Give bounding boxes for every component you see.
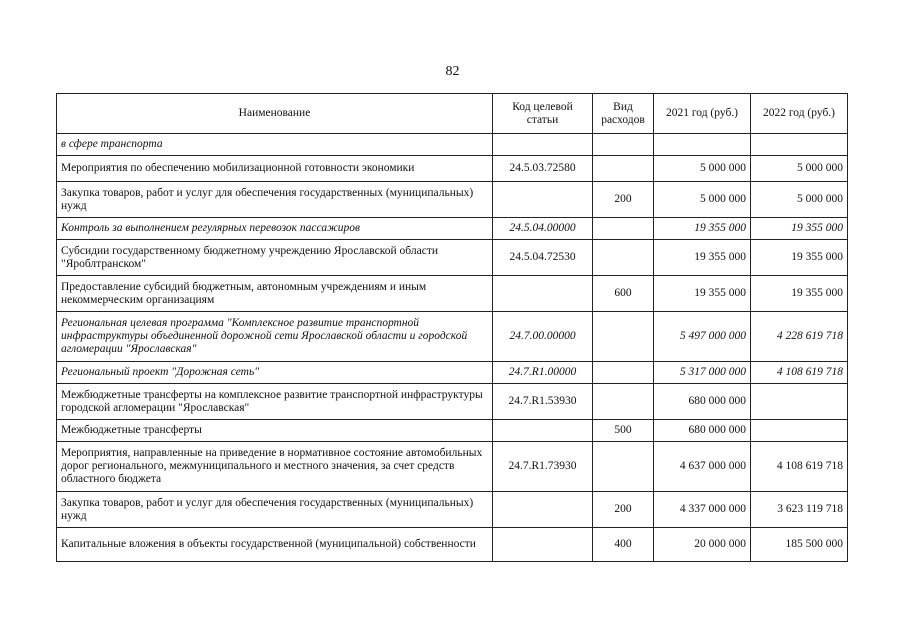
table-row xyxy=(57,492,848,528)
row-2022: 19 355 000 xyxy=(751,218,848,240)
row-code: 24.7.00.00000 xyxy=(493,312,593,362)
row-2021 xyxy=(654,134,751,156)
header-2022: 2022 год (руб.) xyxy=(751,94,848,134)
row-code: 24.5.03.72580 xyxy=(493,156,593,182)
row-code xyxy=(493,420,593,442)
row-name: Межбюджетные трансферты на комплексное развитие транспортной инфраструктуры городской агломерации "Ярославская" xyxy=(57,384,493,420)
table-row xyxy=(57,218,848,240)
page-number: 82 xyxy=(445,64,460,79)
row-name: в сфере транспорта xyxy=(57,134,493,156)
row-2022: 4 228 619 718 xyxy=(751,312,848,362)
row-2021: 680 000 000 xyxy=(654,384,751,420)
row-2021: 19 355 000 xyxy=(654,240,751,276)
row-code xyxy=(493,276,593,312)
table-row xyxy=(57,134,848,156)
header-type: Вид расходов xyxy=(593,94,654,134)
row-type xyxy=(593,156,654,182)
table-header-row xyxy=(57,94,848,134)
row-name: Предоставление субсидий бюджетным, автономным учреждениям и иным некоммерческим организациям xyxy=(57,276,493,312)
table-row xyxy=(57,182,848,218)
row-2022: 4 108 619 718 xyxy=(751,442,848,492)
row-name: Субсидии государственному бюджетному учреждению Ярославской области "Яроблтранском" xyxy=(57,240,493,276)
row-code: 24.7.R1.53930 xyxy=(493,384,593,420)
table-row xyxy=(57,240,848,276)
row-name: Мероприятия по обеспечению мобилизационной готовности экономики xyxy=(57,156,493,182)
row-2021: 5 000 000 xyxy=(654,156,751,182)
row-2021: 5 000 000 xyxy=(654,182,751,218)
row-2022 xyxy=(751,134,848,156)
row-name: Капитальные вложения в объекты государственной (муниципальной) собственности xyxy=(57,528,493,562)
row-2022: 19 355 000 xyxy=(751,240,848,276)
row-type: 400 xyxy=(593,528,654,562)
row-2022: 19 355 000 xyxy=(751,276,848,312)
row-2022 xyxy=(751,420,848,442)
header-name: Наименование xyxy=(57,94,493,134)
row-code xyxy=(493,182,593,218)
row-type xyxy=(593,384,654,420)
row-name: Межбюджетные трансферты xyxy=(57,420,493,442)
row-2021: 4 337 000 000 xyxy=(654,492,751,528)
row-name: Закупка товаров, работ и услуг для обеспечения государственных (муниципальных) нужд xyxy=(57,492,493,528)
header-code: Код целевой статьи xyxy=(493,94,593,134)
row-2022: 5 000 000 xyxy=(751,156,848,182)
row-2021: 5 317 000 000 xyxy=(654,362,751,384)
row-2021: 680 000 000 xyxy=(654,420,751,442)
row-code xyxy=(493,528,593,562)
row-name: Региональный проект "Дорожная сеть" xyxy=(57,362,493,384)
row-2021: 19 355 000 xyxy=(654,218,751,240)
row-code: 24.5.04.72530 xyxy=(493,240,593,276)
table-row xyxy=(57,156,848,182)
row-code: 24.7.R1.00000 xyxy=(493,362,593,384)
row-2021: 19 355 000 xyxy=(654,276,751,312)
table-body xyxy=(57,134,848,562)
row-code xyxy=(493,492,593,528)
row-name: Мероприятия, направленные на приведение в нормативное состояние автомобильных дорог регионального, межмуниципального и местного значения, за счет средств областного бюджета xyxy=(57,442,493,492)
row-code xyxy=(493,134,593,156)
row-code: 24.7.R1.73930 xyxy=(493,442,593,492)
row-type xyxy=(593,134,654,156)
table-row xyxy=(57,362,848,384)
row-type: 600 xyxy=(593,276,654,312)
row-type xyxy=(593,362,654,384)
row-2022: 5 000 000 xyxy=(751,182,848,218)
row-type xyxy=(593,312,654,362)
row-2021: 5 497 000 000 xyxy=(654,312,751,362)
table-row xyxy=(57,312,848,362)
row-type: 500 xyxy=(593,420,654,442)
row-2021: 4 637 000 000 xyxy=(654,442,751,492)
table-row xyxy=(57,420,848,442)
row-type xyxy=(593,218,654,240)
row-2022: 3 623 119 718 xyxy=(751,492,848,528)
table-row xyxy=(57,442,848,492)
row-type: 200 xyxy=(593,492,654,528)
row-type xyxy=(593,240,654,276)
row-2022: 4 108 619 718 xyxy=(751,362,848,384)
row-name: Региональная целевая программа "Комплексное развитие транспортной инфраструктуры объединенной дорожной сети Ярославской области и городской агломерации "Ярославская" xyxy=(57,312,493,362)
row-name: Контроль за выполнением регулярных перевозок пассажиров xyxy=(57,218,493,240)
row-code: 24.5.04.00000 xyxy=(493,218,593,240)
budget-table xyxy=(56,93,848,562)
row-type xyxy=(593,442,654,492)
row-2022: 185 500 000 xyxy=(751,528,848,562)
row-name: Закупка товаров, работ и услуг для обеспечения государственных (муниципальных) нужд xyxy=(57,182,493,218)
table-row xyxy=(57,276,848,312)
table-row xyxy=(57,528,848,562)
row-2022 xyxy=(751,384,848,420)
table-row xyxy=(57,384,848,420)
header-2021: 2021 год (руб.) xyxy=(654,94,751,134)
row-2021: 20 000 000 xyxy=(654,528,751,562)
row-type: 200 xyxy=(593,182,654,218)
